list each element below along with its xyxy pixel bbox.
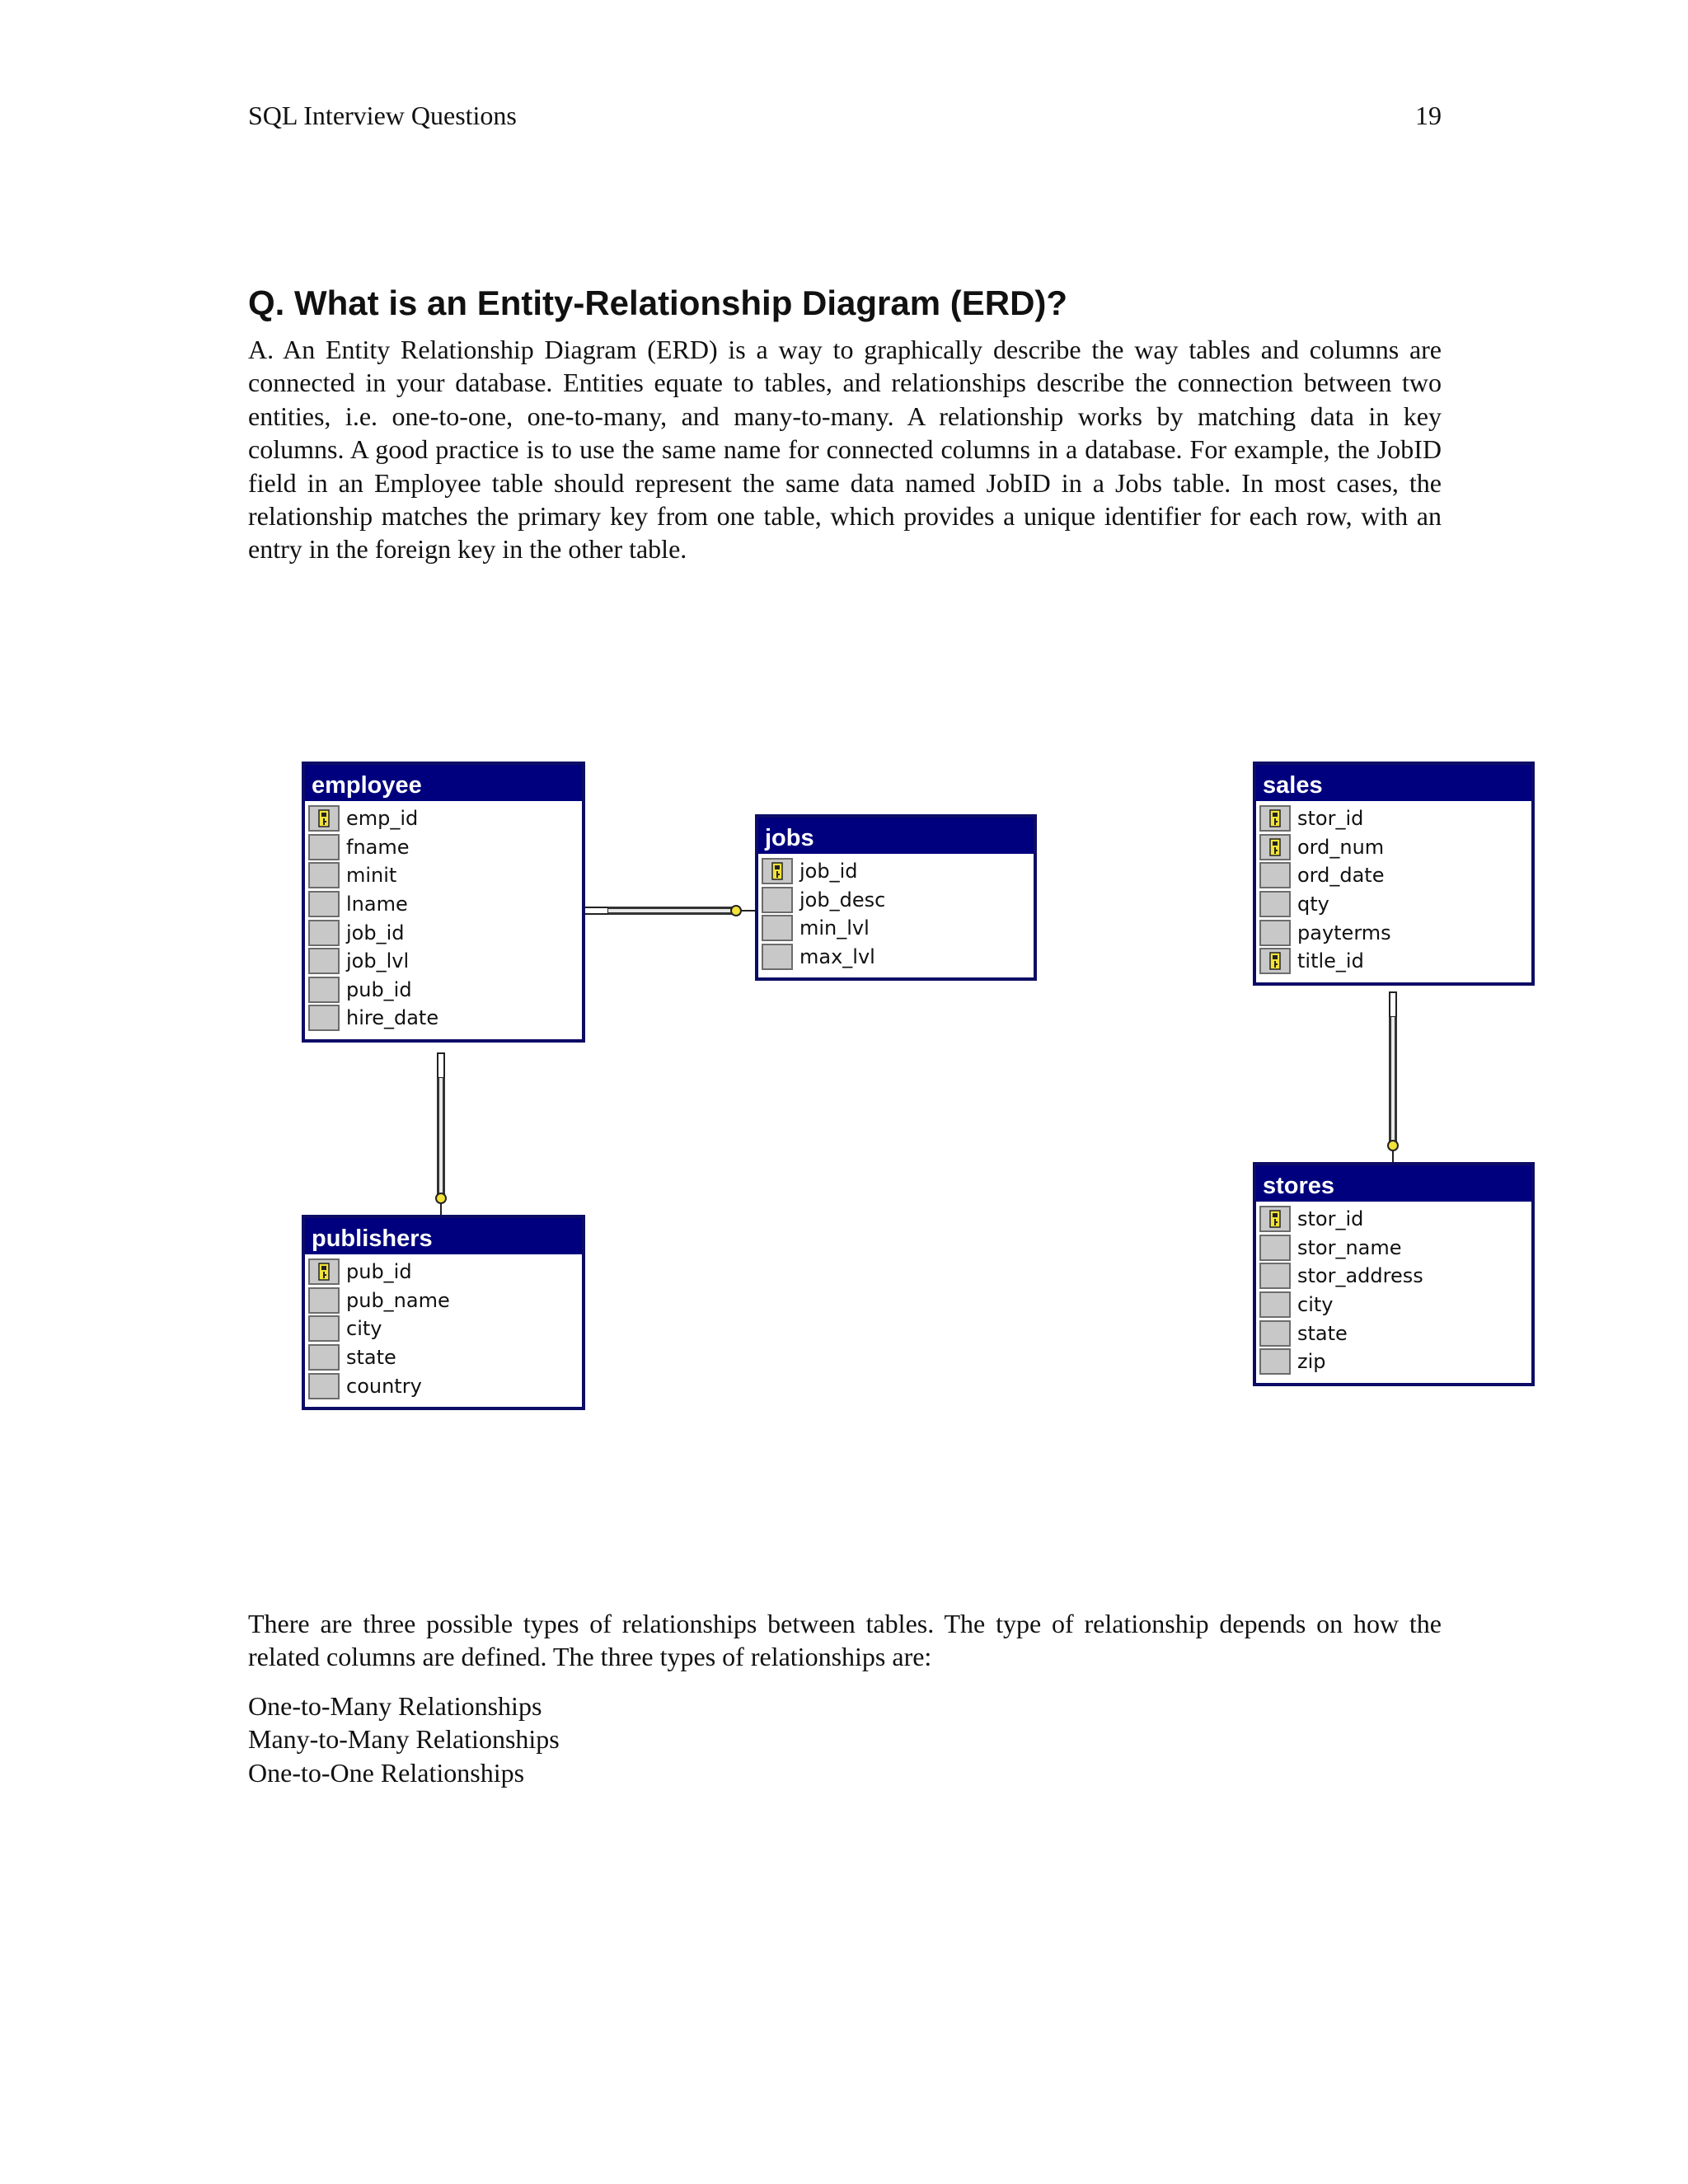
erd-table-columns — [1256, 801, 1531, 982]
erd-column-name: ord_date — [1297, 864, 1385, 888]
erd-column-name: pub_id — [346, 1260, 412, 1284]
erd-column-row — [762, 943, 1034, 972]
erd-column-row — [1259, 804, 1531, 833]
column-selector — [1259, 920, 1291, 946]
relationship-types-list — [248, 1690, 1442, 1789]
erd-table-sales — [1253, 762, 1535, 986]
erd-table-title: publishers — [305, 1218, 582, 1254]
list-item: Many-to-Many Relationships — [248, 1724, 560, 1755]
erd-column-row — [1259, 1205, 1531, 1234]
primary-key-icon — [1259, 834, 1291, 860]
relationship-sales-stores — [1388, 992, 1398, 1162]
infinity-end-icon — [436, 1193, 446, 1203]
erd-column-row — [1259, 1234, 1531, 1263]
erd-column-name: state — [1297, 1321, 1348, 1345]
erd-column-name: state — [346, 1346, 396, 1370]
erd-column-name: min_lvl — [799, 916, 870, 940]
primary-key-icon — [308, 805, 340, 832]
running-header — [248, 99, 1442, 132]
column-selector — [1259, 1320, 1291, 1347]
erd-column-name: hire_date — [346, 1006, 439, 1030]
column-selector — [1259, 1263, 1291, 1289]
erd-table-employee — [302, 762, 585, 1043]
erd-column-row — [308, 947, 582, 976]
erd-table-title: employee — [305, 765, 582, 801]
erd-column-name: lname — [346, 893, 408, 916]
erd-column-row — [1259, 833, 1531, 862]
erd-column-row — [308, 1286, 582, 1315]
erd-column-name: minit — [346, 864, 397, 888]
erd-column-row — [1259, 1262, 1531, 1291]
erd-column-row — [1259, 1291, 1531, 1319]
primary-key-icon — [1259, 1206, 1291, 1232]
column-selector — [308, 1005, 340, 1031]
list-item: One-to-One Relationships — [248, 1757, 525, 1788]
column-selector — [762, 887, 793, 913]
erd-table-title: stores — [1256, 1165, 1531, 1202]
relationship-types-intro: There are three possible types of relationships between tables. The type of relationship depends on how the related columns are defined. The three types of relationships are: — [248, 1609, 1442, 1672]
erd-table-jobs — [755, 814, 1037, 981]
erd-column-row — [762, 857, 1034, 886]
erd-column-name: city — [346, 1317, 382, 1341]
erd-column-name: country — [346, 1374, 422, 1398]
erd-table-columns — [1256, 1202, 1531, 1383]
column-selector — [762, 944, 793, 970]
erd-diagram — [297, 758, 1541, 1418]
primary-key-icon — [762, 858, 793, 884]
erd-column-name: stor_address — [1297, 1264, 1423, 1288]
erd-column-row — [1259, 1319, 1531, 1347]
relationship-employee-publishers — [436, 1053, 446, 1215]
erd-column-row — [308, 1258, 582, 1286]
answer-paragraph: A. An Entity Relationship Diagram (ERD) is a way to graphically describe the way tables and columns are connected in your database. Entities equate to tables, and relationships describe the connection between two entities, i.e. one-to-one, one-to-many, and many-to-many. A relationship works by matching data in key columns. A good practice is to use the same name for connected columns in a database. For example, the JobID field in an Employee table should represent the same data named JobID in a Jobs table. In most cases, the relationship matches the primary key from one table, which provides a unique identifier for each row, with an entry in the foreign key in the other table. — [248, 335, 1442, 565]
erd-table-title: sales — [1256, 765, 1531, 801]
infinity-end-icon — [1388, 1141, 1398, 1151]
header-title: SQL Interview Questions — [248, 101, 517, 130]
primary-key-icon — [1259, 805, 1291, 832]
erd-table-stores — [1253, 1162, 1535, 1386]
erd-table-columns — [305, 1254, 582, 1407]
erd-column-name: pub_id — [346, 977, 412, 1001]
erd-table-title: jobs — [758, 818, 1034, 854]
column-selector — [308, 920, 340, 946]
erd-column-row — [308, 1315, 582, 1343]
question-heading: Q. What is an Entity-Relationship Diagram (ERD)? — [248, 284, 1068, 322]
erd-column-name: pub_name — [346, 1288, 450, 1312]
column-selector — [1259, 1235, 1291, 1261]
column-selector — [308, 862, 340, 888]
column-selector — [1259, 1348, 1291, 1375]
column-selector — [762, 915, 793, 941]
column-selector — [308, 1287, 340, 1314]
erd-column-name: fname — [346, 835, 410, 859]
column-selector — [1259, 891, 1291, 917]
erd-column-name: title_id — [1297, 949, 1364, 973]
erd-column-name: job_lvl — [346, 949, 410, 973]
column-selector — [308, 834, 340, 860]
erd-column-row — [1259, 918, 1531, 947]
erd-column-name: max_lvl — [799, 945, 875, 969]
column-selector — [308, 1315, 340, 1342]
erd-column-row — [1259, 1347, 1531, 1376]
erd-column-name: emp_id — [346, 807, 419, 831]
erd-column-row — [308, 1371, 582, 1400]
erd-column-row — [308, 918, 582, 947]
column-selector — [1259, 1291, 1291, 1318]
erd-column-row — [308, 976, 582, 1005]
erd-column-name: stor_id — [1297, 807, 1364, 831]
infinity-end-icon — [731, 906, 741, 916]
erd-column-row — [308, 1343, 582, 1372]
erd-table-columns — [758, 854, 1034, 977]
erd-column-row — [762, 914, 1034, 943]
column-selector — [308, 977, 340, 1003]
column-selector — [308, 948, 340, 974]
page-number: 19 — [1415, 101, 1442, 130]
erd-column-row — [308, 804, 582, 833]
erd-column-row — [308, 833, 582, 862]
erd-column-name: ord_num — [1297, 835, 1385, 859]
erd-column-row — [1259, 861, 1531, 890]
erd-column-name: zip — [1297, 1350, 1326, 1374]
column-selector — [1259, 862, 1291, 888]
erd-column-name: job_desc — [799, 888, 886, 912]
erd-column-name: qty — [1297, 893, 1329, 916]
erd-column-name: payterms — [1297, 921, 1391, 944]
erd-column-name: stor_id — [1297, 1207, 1364, 1231]
column-selector — [308, 1373, 340, 1399]
column-selector — [308, 1344, 340, 1371]
erd-column-row — [762, 886, 1034, 915]
relationship-employee-jobs — [584, 906, 755, 916]
erd-column-row — [308, 1004, 582, 1033]
erd-table-publishers — [302, 1215, 585, 1410]
erd-table-columns — [305, 801, 582, 1039]
primary-key-icon — [308, 1258, 340, 1285]
erd-column-row — [1259, 890, 1531, 919]
column-selector — [308, 891, 340, 917]
erd-column-row — [308, 861, 582, 890]
primary-key-icon — [1259, 948, 1291, 974]
erd-column-row — [308, 890, 582, 919]
erd-column-row — [1259, 947, 1531, 976]
erd-column-name: job_id — [799, 860, 858, 883]
erd-column-name: job_id — [346, 921, 405, 944]
erd-column-name: city — [1297, 1293, 1334, 1317]
list-item: One-to-Many Relationships — [248, 1691, 542, 1721]
erd-column-name: stor_name — [1297, 1235, 1402, 1259]
